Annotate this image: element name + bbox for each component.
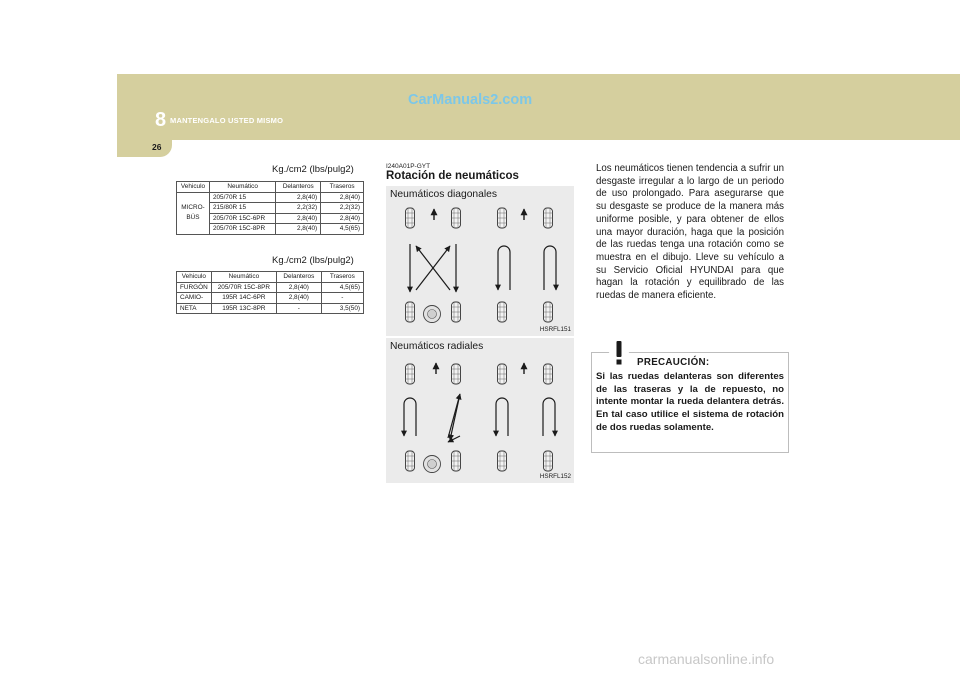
rear-pressure-cell: 3,5(50) [321,303,363,314]
rear-pressure-cell: 4,5(65) [321,224,364,235]
rear-pressure-cell: 2,2(32) [321,203,364,214]
spare-tire-icon [424,306,441,323]
front-pressure-cell: - [277,303,322,314]
front-pressure-cell: 2,8(40) [276,224,321,235]
tire-icon [452,302,461,322]
page-number-tab [117,140,172,157]
front-pressure-cell: 2,8(40) [276,192,321,203]
tire-cell: 205/70R 15 [209,192,275,203]
front-pressure-cell: 2,8(40) [276,213,321,224]
vehicle-cell: CAMIO- [177,293,212,304]
tire-cell: 205/70R 15C-8PR [209,224,275,235]
tire-icon [452,451,461,471]
figure-code: HSRFL151 [539,326,571,333]
tire-icon [406,451,415,471]
figure-code: HSRFL152 [539,473,571,480]
table-row [177,293,364,304]
chapter-title: MANTENGALO USTED MISMO [170,116,284,125]
tire-cell: 205/70R 15C-8PR [211,282,276,293]
column-header: Vehiculo [177,272,212,283]
front-pressure-cell: 2,8(40) [277,282,322,293]
tire-icon [498,302,507,322]
tire-icon [544,364,553,384]
rotation-explanation-text: Los neumáticos tienen tendencia a sufrir un desgaste irregular a lo largo de un periodo de uso prolongado. Para asegurarse que su desgaste se produce de la manera más uniforme posible, y para obtener de ellos una mayor duración, haga que la posición de las ruedas tenga una rotación como se muestra en el dibujo. Lleve su vehículo a su Servicio Oficial HYUNDAI para que hagan la rotación y equilibrado de las ruedas de manera eficiente. [596,163,784,302]
tire-icon [406,208,415,228]
warning-icon [602,335,636,367]
tire-icon [544,451,553,471]
tire-icon [406,302,415,322]
chapter-number: 8 [155,109,167,131]
table-row [177,192,364,203]
table-row [177,303,364,314]
tire-icon [452,208,461,228]
vehicle-cell: NETA [177,303,212,314]
table1-unit-label: Kg./cm2 (lbs/pulg2) [272,164,354,175]
tire-pressure-table-van [176,271,364,314]
tire-cell: 215/80R 15 [209,203,275,214]
rear-pressure-cell: 4,5(65) [321,282,363,293]
rear-pressure-cell: - [321,293,363,304]
table-header-row [177,272,364,283]
site-brand-link[interactable]: CarManuals2.com [408,92,533,108]
column-header: Traseros [321,272,363,283]
caution-text: Si las ruedas delanteras son diferentes de las traseras y la de repuesto, no intente montar la rueda delantera detrás. En tal caso utilice el sistema de rotación de dos ruedas solamente. [596,371,784,433]
section-title: Rotación de neumáticos [386,170,519,182]
vehicle-cell: MICRO- BÚS [177,192,210,234]
front-pressure-cell: 2,2(32) [276,203,321,214]
chapter-header-band [117,74,960,140]
tire-icon [498,451,507,471]
footer-watermark: carmanualsonline.info [638,651,775,667]
tire-cell: 205/70R 15C-6PR [209,213,275,224]
spare-tire-icon [424,456,441,473]
radial-rotation-diagram [386,338,574,483]
table2-unit-label: Kg./cm2 (lbs/pulg2) [272,255,354,266]
vehicle-cell: FURGÓN [177,282,212,293]
column-header: Delanteros [277,272,322,283]
tire-pressure-table-microbus [176,181,364,235]
tire-icon [452,364,461,384]
diagonal-rotation-drawing [386,186,574,336]
table-row [177,282,364,293]
tire-icon [498,208,507,228]
column-header: Vehiculo [177,182,210,193]
diagonal-rotation-diagram [386,186,574,336]
page-number: 26 [152,142,162,152]
diagram-title: Neumáticos diagonales [390,189,498,200]
rear-pressure-cell: 2,8(40) [321,192,364,203]
front-pressure-cell: 2,8(40) [277,293,322,304]
rear-pressure-cell: 2,8(40) [321,213,364,224]
column-header: Delanteros [276,182,321,193]
tire-icon [544,302,553,322]
tire-icon [498,364,507,384]
caution-title: PRECAUCIÓN: [637,357,710,368]
column-header: Traseros [321,182,364,193]
tire-icon [544,208,553,228]
tire-cell: 195R 14C-6PR [211,293,276,304]
tire-cell: 195R 13C-8PR [211,303,276,314]
tire-icon [406,364,415,384]
column-header: Neumático [209,182,275,193]
column-header: Neumático [211,272,276,283]
section-code: I240A01P-GYT [386,163,431,170]
diagram-title: Neumáticos radiales [390,341,484,352]
radial-rotation-drawing [386,338,574,483]
table-header-row [177,182,364,193]
